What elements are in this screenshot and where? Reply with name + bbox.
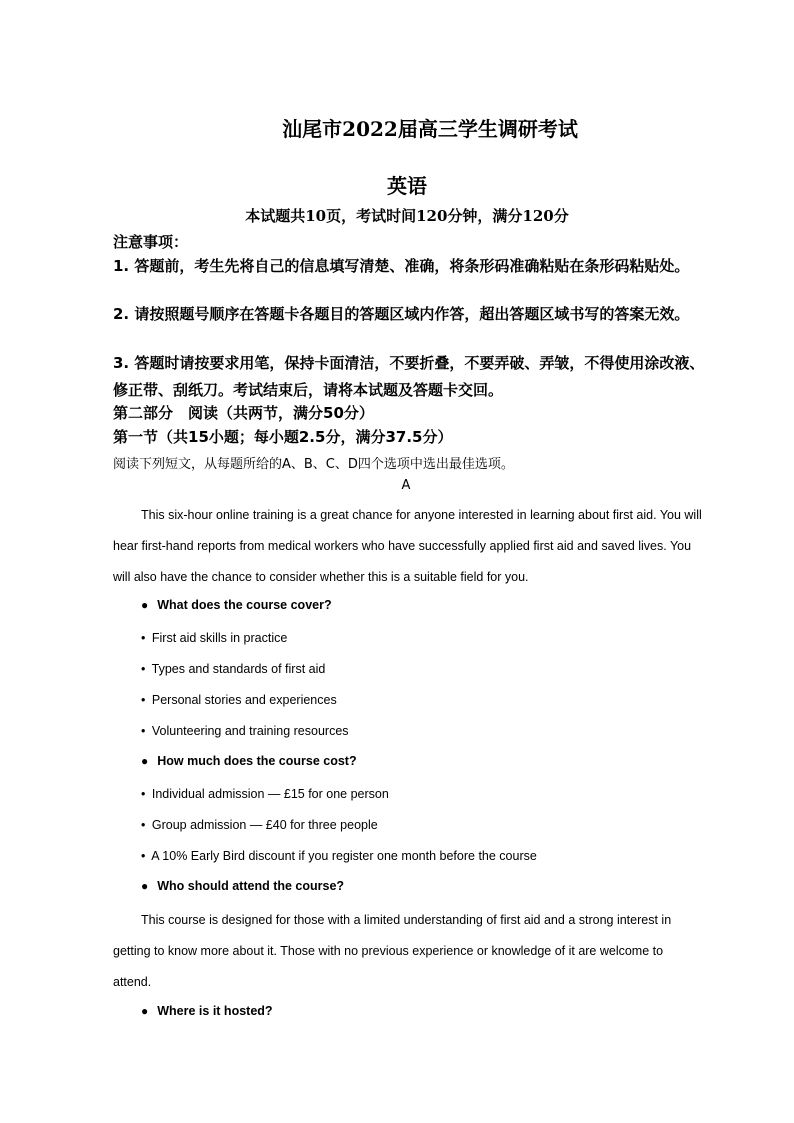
list-item [141, 631, 287, 645]
notice-heading: 注意事项： [113, 233, 189, 251]
bullet-icon: • [141, 693, 146, 707]
question-heading-text: What does the course cover? [157, 598, 332, 612]
list-item [141, 818, 378, 832]
list-item-text: Types and standards of first aid [151, 662, 326, 676]
bullet-icon: • [141, 818, 146, 832]
list-item-text: Individual admission — £15 for one person [151, 787, 389, 801]
question-heading-text: How much does the course cost? [157, 754, 357, 768]
instruction: 阅读下列短文，从每题所给的A、B、C、D四个选项中选出最佳选项。 [113, 457, 514, 472]
question-heading [141, 598, 332, 612]
list-item [141, 693, 337, 707]
list-item [141, 724, 349, 738]
list-item-text: A 10% Early Bird discount if you register one month before the course [151, 849, 537, 863]
bullet-icon: • [141, 631, 146, 645]
bullet-icon: ● [141, 754, 149, 768]
bullet-icon: • [141, 724, 146, 738]
notice-item: 3. 答题时请按要求用笔，保持卡面清洁，不要折叠，不要弄破、弄皱，不得使用涂改液、修正带、刮纸刀。考试结束后，请将本试题及答题卡交回。 [113, 354, 705, 399]
part-heading: 第二部分 阅读（共两节，满分50分） [113, 404, 374, 422]
bullet-icon: ● [141, 1004, 149, 1018]
list-item-text: Personal stories and experiences [151, 693, 337, 707]
list-item [141, 662, 325, 676]
bullet-icon: ● [141, 598, 149, 612]
passage-intro [113, 500, 703, 593]
list-item-text: Group admission — £40 for three people [151, 818, 378, 832]
question-heading [141, 879, 344, 893]
subject-title: 英语 [387, 174, 427, 198]
question-heading [141, 754, 357, 768]
list-item [141, 787, 389, 801]
notice-item: 1. 答题前，考生先将自己的信息填写清楚、准确，将条形码准确粘贴在条形码粘贴处。 [113, 257, 690, 275]
question-heading-text: Who should attend the course? [157, 879, 345, 893]
list-item-text: First aid skills in practice [151, 631, 288, 645]
bullet-icon: ● [141, 879, 149, 893]
bullet-icon: • [141, 849, 146, 863]
passage-label: A [401, 478, 411, 493]
bullet-icon: • [141, 787, 146, 801]
attend-text: This course is designed for those with a limited understanding of first aid and a strong interest in getting to know more about it. Those with no previous experience or knowledge of it are welcome to attend. [113, 913, 672, 989]
notice-item: 2. 请按照题号顺序在答题卡各题目的答题区域内作答，超出答题区域书写的答案无效。 [113, 305, 690, 323]
list-item [141, 849, 537, 863]
exam-info: 本试题共10页，考试时间120分钟，满分120分 [245, 207, 569, 225]
section-heading: 第一节（共15小题；每小题2.5分，满分37.5分） [113, 428, 453, 446]
list-item-text: Volunteering and training resources [151, 724, 349, 738]
passage-intro-text: This six-hour online training is a great chance for anyone interested in learning about first aid. You will hear first-hand reports from medical workers who have successfully applied first aid and saved lives. You will also have the chance to consider whether this is a suitable field for you. [113, 508, 702, 584]
exam-title: 汕尾市2022届高三学生调研考试 [282, 117, 578, 141]
bullet-icon: • [141, 662, 146, 676]
question-heading-text: Where is it hosted? [157, 1004, 273, 1018]
question-heading [141, 1004, 273, 1018]
attend-paragraph [113, 905, 703, 998]
